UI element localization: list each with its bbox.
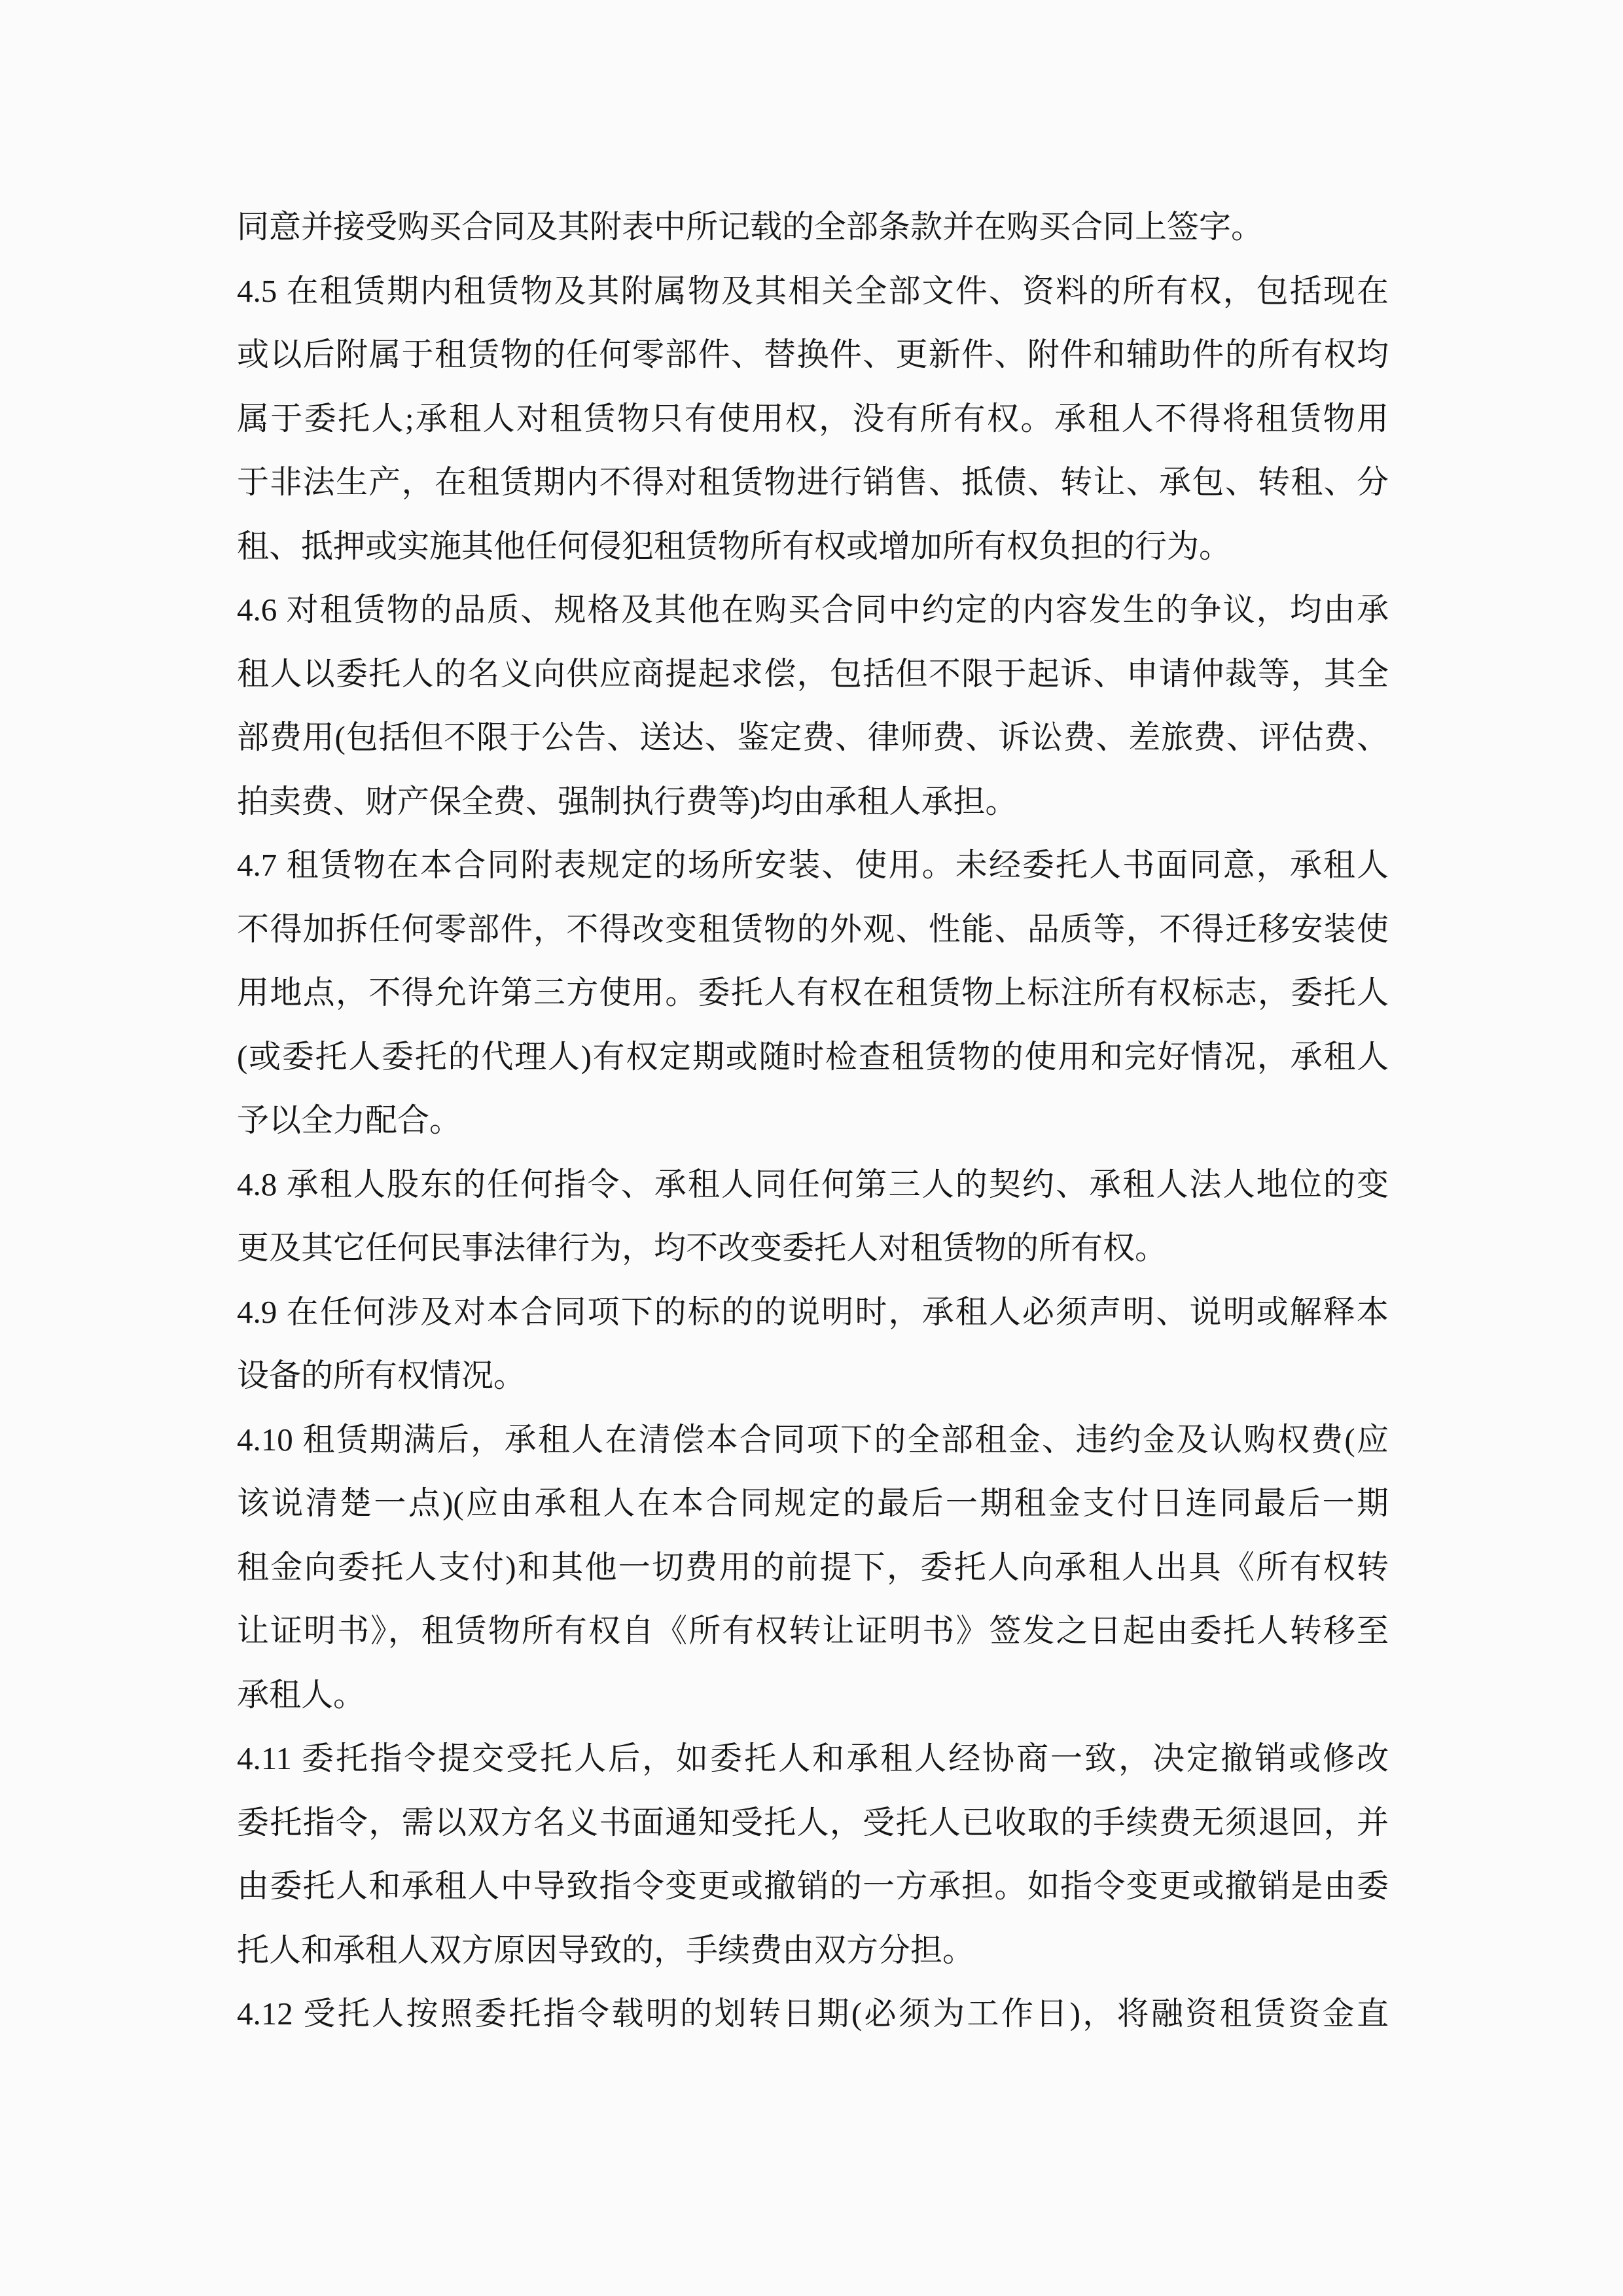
doc-line: 租人以委托人的名义向供应商提起求偿，包括但不限于起诉、申请仲裁等，其全 bbox=[237, 655, 1389, 692]
doc-line: 该说清楚一点)(应由承租人在本合同规定的最后一期租金支付日连同最后一期 bbox=[237, 1485, 1389, 1521]
doc-line: 让证明书》，租赁物所有权自《所有权转让证明书》签发之日起由委托人转移至 bbox=[237, 1613, 1389, 1649]
doc-line: 租、抵押或实施其他任何侵犯租赁物所有权或增加所有权负担的行为。 bbox=[237, 528, 1232, 564]
doc-line: 4.9 在任何涉及对本合同项下的标的的说明时，承租人必须声明、说明或解释本 bbox=[237, 1293, 1389, 1330]
doc-line: 予以全力配合。 bbox=[237, 1102, 462, 1138]
doc-line: 4.7 租赁物在本合同附表规定的场所安装、使用。未经委托人书面同意，承租人 bbox=[237, 847, 1389, 883]
doc-line: 同意并接受购买合同及其附表中所记载的全部条款并在购买合同上签字。 bbox=[237, 209, 1264, 245]
doc-line: 4.8 承租人股东的任何指令、承租人同任何第三人的契约、承租人法人地位的变 bbox=[237, 1166, 1389, 1202]
doc-line: 更及其它任何民事法律行为，均不改变委托人对租赁物的所有权。 bbox=[237, 1230, 1168, 1266]
doc-line: 部费用(包括但不限于公告、送达、鉴定费、律师费、诉讼费、差旅费、评估费、 bbox=[237, 719, 1389, 755]
doc-line: (或委托人委托的代理人)有权定期或随时检查租赁物的使用和完好情况，承租人 bbox=[237, 1038, 1389, 1075]
doc-line: 租金向委托人支付)和其他一切费用的前提下，委托人向承租人出具《所有权转 bbox=[237, 1549, 1389, 1585]
doc-line: 4.12 受托人按照委托指令载明的划转日期(必须为工作日)，将融资租赁资金直 bbox=[237, 1996, 1389, 2032]
doc-line: 设备的所有权情况。 bbox=[237, 1357, 526, 1393]
doc-line: 4.6 对租赁物的品质、规格及其他在购买合同中约定的内容发生的争议，均由承 bbox=[237, 592, 1389, 628]
doc-line: 托人和承租人双方原因导致的，手续费由双方分担。 bbox=[237, 1931, 975, 1968]
doc-line: 用地点，不得允许第三方使用。委托人有权在租赁物上标注所有权标志，委托人 bbox=[237, 975, 1389, 1011]
doc-line: 属于委托人;承租人对租赁物只有使用权，没有所有权。承租人不得将租赁物用 bbox=[237, 400, 1389, 437]
doc-line: 委托指令，需以双方名义书面通知受托人，受托人已收取的手续费无须退回，并 bbox=[237, 1804, 1389, 1840]
doc-line: 4.5 在租赁期内租赁物及其附属物及其相关全部文件、资料的所有权，包括现在 bbox=[237, 272, 1389, 309]
doc-line: 于非法生产，在租赁期内不得对租赁物进行销售、抵债、转让、承包、转租、分 bbox=[237, 464, 1389, 500]
doc-line: 4.10 租赁期满后，承租人在清偿本合同项下的全部租金、违约金及认购权费(应 bbox=[237, 1421, 1389, 1458]
doc-line: 不得加拆任何零部件，不得改变租赁物的外观、性能、品质等，不得迁移安装使 bbox=[237, 910, 1389, 947]
contract-text-block bbox=[237, 195, 1389, 2046]
doc-line: 拍卖费、财产保全费、强制执行费等)均由承租人承担。 bbox=[237, 783, 1018, 819]
doc-line: 4.11 委托指令提交受托人后，如委托人和承租人经协商一致，决定撤销或修改 bbox=[237, 1740, 1389, 1776]
doc-line: 或以后附属于租赁物的任何零部件、替换件、更新件、附件和辅助件的所有权均 bbox=[237, 336, 1389, 372]
doc-line: 由委托人和承租人中导致指令变更或撤销的一方承担。如指令变更或撤销是由委 bbox=[237, 1868, 1389, 1904]
doc-line: 承租人。 bbox=[237, 1676, 366, 1713]
